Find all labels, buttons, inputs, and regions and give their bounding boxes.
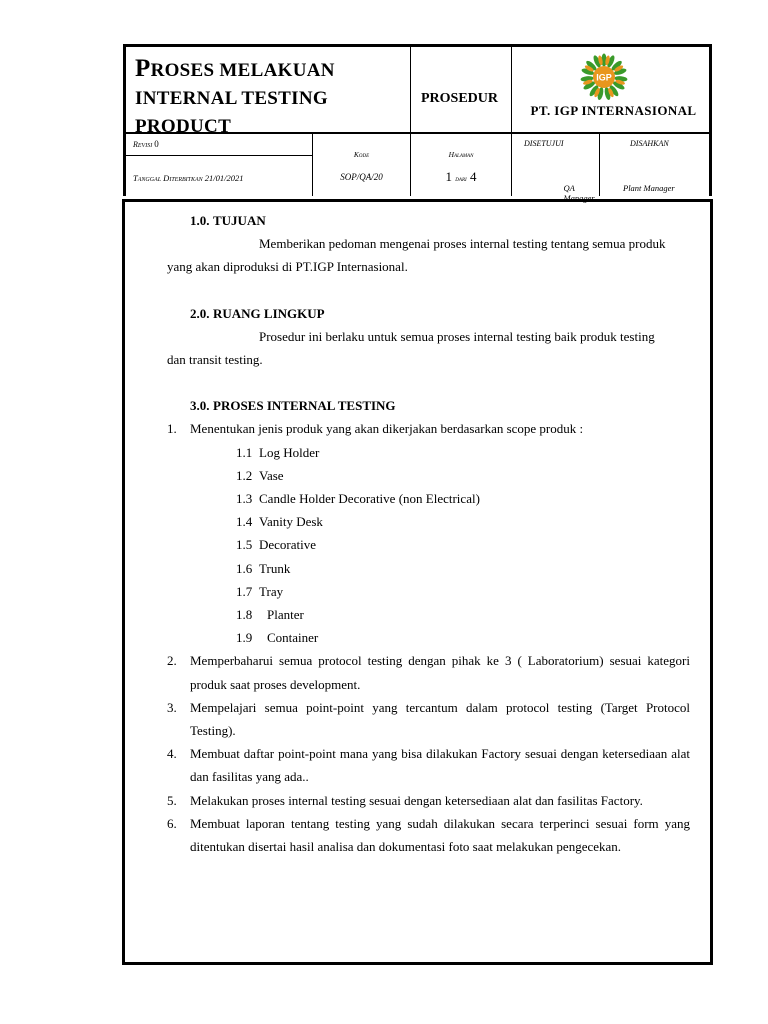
halaman-cell — [411, 134, 512, 196]
title-line-2: INTERNAL TESTING — [135, 88, 328, 109]
section-number: 1.0. — [190, 213, 210, 228]
document-header — [123, 44, 712, 137]
list-item: 1.5 Decorative — [236, 537, 317, 553]
list-item: 1.7 Tray — [236, 583, 284, 599]
company-block — [512, 47, 709, 132]
doc-type-label: PROSEDUR — [411, 47, 512, 132]
tanggal-cell — [126, 156, 313, 196]
logo-text: IGP — [596, 72, 612, 83]
section-title: RUANG LINGKUP — [213, 305, 325, 321]
halaman-current: 1 — [445, 169, 453, 184]
list-item: 1.8 Planter — [236, 607, 304, 623]
disahkan-role: Plant Manager — [623, 183, 675, 193]
document-content — [167, 209, 690, 858]
section-title: PROSES INTERNAL TESTING — [213, 398, 396, 414]
title-initial: P — [135, 55, 151, 82]
tanggal-value: 21/01/2021 — [204, 173, 244, 183]
disahkan-cell — [600, 134, 709, 196]
proses-steps-list — [167, 417, 690, 440]
list-item: 6. Membuat laporan tentang testing yang sudah dilakukan secara terperinci sesuai form yang ditentukan disertai hasil analisa dan dokumentasi foto saat melakukan pengecekan. — [167, 815, 690, 855]
disetujui-label: DISETUJUI — [524, 139, 564, 148]
disetujui-role: QA Manager — [563, 183, 595, 203]
title-line-1: ROSES MELAKUAN — [150, 60, 335, 81]
title-line-3: PRODUCT — [135, 116, 232, 137]
section-ruang-lingkup-heading — [190, 302, 690, 325]
list-item: 1.6 Trunk — [236, 560, 291, 576]
kode-label: Kode — [353, 150, 370, 159]
igp-logo-icon — [570, 52, 638, 102]
list-item: 1.3 Candle Holder Decorative (non Electrical) — [236, 491, 480, 507]
document-title — [126, 47, 411, 137]
list-item: 2. Memperbaharui semua protocol testing dengan pihak ke 3 ( Laboratorium) sesuai kategori produk saat proses development. — [167, 653, 690, 692]
disahkan-label: DISAHKAN — [630, 139, 669, 148]
list-item: 3. Mempelajari semua point-point yang tercantum dalam protocol testing (Target Protocol Testing). — [167, 699, 690, 739]
disetujui-cell — [512, 134, 600, 203]
section-title: TUJUAN — [213, 213, 266, 228]
section-number: 3.0. — [190, 398, 210, 414]
proses-steps-list-continued — [167, 649, 690, 858]
list-item: 1.1 Log Holder — [236, 444, 320, 460]
revisi-label: Revisi — [133, 140, 153, 149]
list-item: 1.9 Container — [236, 630, 319, 646]
section-tujuan-heading — [190, 209, 690, 232]
list-item: 1. Menentukan jenis produk yang akan dikerjakan berdasarkan scope produk : — [167, 421, 584, 437]
tanggal-label: Tanggal Diterbitkan — [133, 173, 203, 183]
kode-value: SOP/QA/20 — [340, 172, 383, 182]
list-item: 1.2 Vase — [236, 467, 284, 483]
product-scope-list — [190, 441, 690, 650]
revisi-cell — [126, 134, 313, 156]
list-item: 5. Melakukan proses internal testing sesuai dengan ketersediaan alat dan fasilitas Factory. — [167, 792, 643, 808]
kode-cell — [313, 134, 411, 196]
document-meta — [123, 134, 712, 203]
list-item: 4. Membuat daftar point-point mana yang bisa dilakukan Factory sesuai dengan ketersediaan alat dan fasilitas yang ada.. — [167, 746, 690, 785]
company-name: PT. IGP INTERNASIONAL — [530, 103, 697, 118]
list-item: 1.4 Vanity Desk — [236, 514, 323, 530]
section-ruang-lingkup-text: Prosedur ini berlaku untuk semua proses internal testing baik produk testing dan transit testing. — [167, 328, 655, 368]
section-proses-heading — [190, 394, 690, 417]
halaman-label: Halaman — [448, 150, 474, 159]
revisi-value: 0 — [154, 139, 159, 149]
section-number: 2.0. — [190, 305, 210, 321]
halaman-value — [411, 169, 511, 185]
section-tujuan-text: Memberikan pedoman mengenai proses internal testing tentang semua produk yang akan diproduksi di PT.IGP Internasional. — [167, 236, 666, 275]
halaman-total: 4 — [469, 169, 477, 184]
halaman-of: dari — [455, 174, 467, 183]
